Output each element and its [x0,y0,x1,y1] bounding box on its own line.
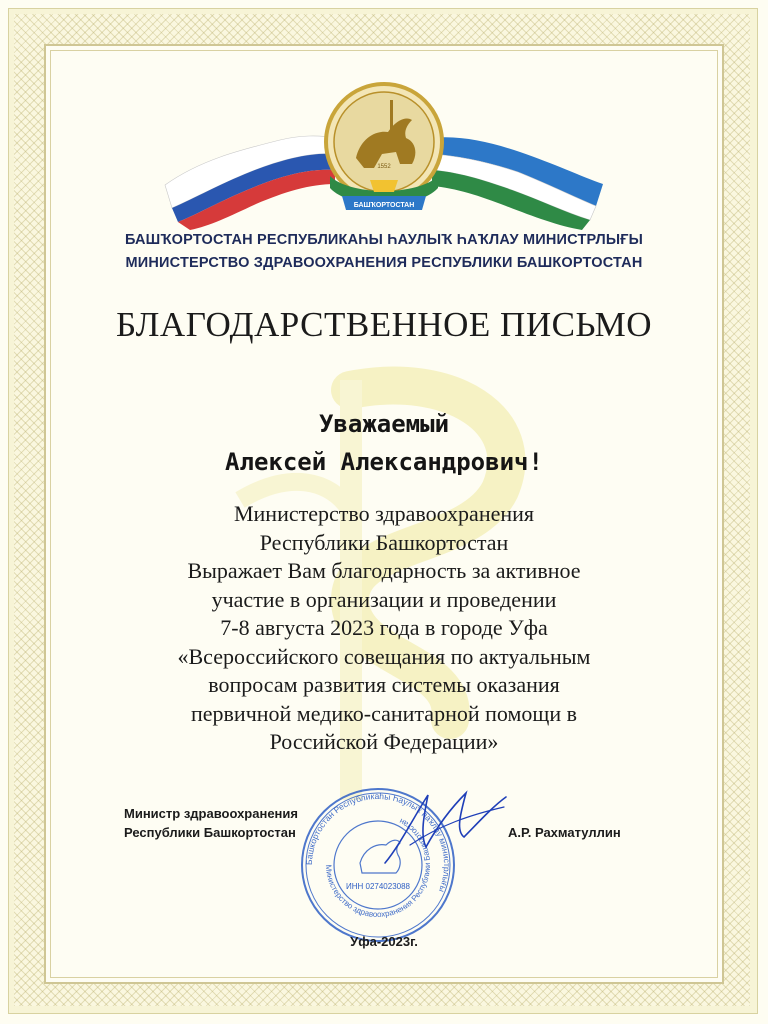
emblem-year: 1552 [377,164,391,170]
body-line: Министерство здравоохранения [233,501,535,526]
ministry-name-bashkir: БАШҠОРТОСТАН РЕСПУБЛИКАҺЫ ҺАУЛЫҠ ҺАҠЛАУ МИНИСТРЛЫҒЫ [124,232,644,248]
body-line: «Всероссийского совещания по актуальным [177,643,591,669]
body-line: Республики Башкортостан [259,529,509,555]
body-line: вопросам развития системы оказания [208,672,560,697]
place-and-date: Уфа-2023г. [350,934,418,949]
greeting-salutation: Уважаемый [318,410,450,438]
stamp-inner-text: Министерство здравоохранения Республики Башкортостан [323,816,433,920]
document-title: БЛАГОДАРСТВЕННОЕ ПИСЬМО [115,305,653,344]
emblem-ribbon-text: БАШҠОРТОСТАН [353,202,415,209]
signatory-role-line1: Министр здравоохранения [124,806,298,821]
russian-flag-ribbon [165,136,335,230]
bashkir-flag-ribbon [432,137,603,230]
body-line: Российской Федерации» [269,729,499,754]
emblem-shield [326,84,442,210]
body-line: участие в организации и проведении [211,586,557,612]
signatory-name: А.Р. Рахматуллин [508,825,621,840]
stamp-inn: ИНН 0274023088 [345,882,411,891]
ministry-name-russian: МИНИСТЕРСТВО ЗДРАВООХРАНЕНИЯ РЕСПУБЛИКИ БАШКОРТОСТАН [125,255,643,271]
stamp-outer-text: Башкортостан Республикаһы Һаулыҡ һаҡлау министрлығы [303,790,453,894]
handwritten-signature [380,785,510,870]
body-line: первичной медико-санитарной помощи в [191,700,577,726]
body-line: 7-8 августа 2023 года в городе Уфа [220,615,548,640]
letter-body [70,500,698,757]
greeting-recipient-name: Алексей Александрович! [225,448,543,476]
coat-of-arms-emblem [160,80,608,230]
signatory-role-line2: Республики Башкортостан [124,825,296,840]
body-line: Выражает Вам благодарность за активное [187,558,581,583]
